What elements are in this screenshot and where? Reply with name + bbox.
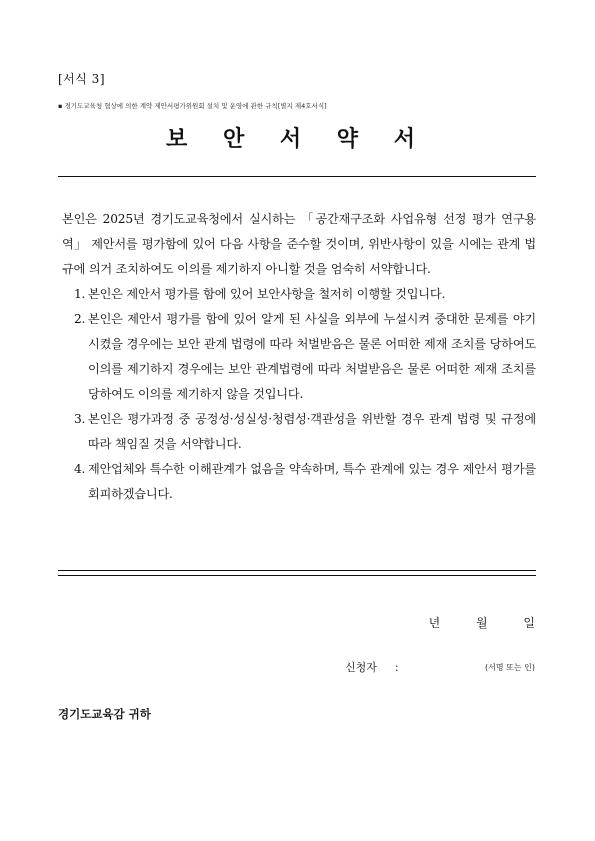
day-label: 일 (523, 616, 535, 630)
addressee: 경기도교육감 귀하 (58, 707, 151, 721)
pledge-item-number: 4. (74, 462, 86, 476)
pledge-item (62, 457, 536, 507)
date-line (411, 614, 535, 631)
double-divider (58, 570, 536, 576)
regulation-reference: ▪ 경기도교육청 협상에 의한 계약 제안서평가위원회 설치 및 운영에 관한 규칙[별지 제4호서식] (58, 102, 327, 110)
year-label: 년 (428, 616, 441, 630)
pledge-body (62, 207, 536, 507)
pledge-item-text: 제안업체와 특수한 이해관계가 없음을 약속하며, 특수 관계에 있는 경우 제안서 평가를 회피하겠습니다. (88, 462, 536, 501)
title-divider (58, 176, 536, 177)
pledge-item-number: 3. (74, 412, 86, 426)
pledge-item-number: 2. (74, 312, 86, 326)
pledge-list (62, 282, 536, 507)
signature-note: (서명 또는 인) (485, 663, 535, 672)
document-title: 보 안 서 약 서 (166, 127, 429, 152)
pledge-item-text: 본인은 제안서 평가를 함에 있어 알게 된 사실을 외부에 누설시켜 중대한 문제를 야기시켰을 경우에는 보안 관계 법령에 따라 처벌받음은 물론 어떠한 제재 조치를 당하여도 이의를 제기하지 경우에는 보안 관계법령에 따라 처벌받음은 물론 어떠한 제재 조치를 당하여도 이의를 제기하지 않을 것입니다. (88, 312, 536, 401)
pledge-item-text: 본인은 제안서 평가를 함에 있어 보안사항을 철저히 이행할 것입니다. (88, 287, 446, 301)
applicant-colon: : (394, 661, 399, 674)
applicant-line (345, 659, 399, 675)
applicant-label: 신청자 (345, 661, 377, 674)
pledge-item-number: 1. (74, 287, 86, 301)
pledge-item-text: 본인은 평가과정 중 공정성·성실성·청렴성·객관성을 위반할 경우 관계 법령 및 규정에 따라 책임질 것을 서약합니다. (88, 412, 536, 451)
pledge-item (62, 407, 536, 457)
form-number: [서식 3] (58, 72, 105, 86)
pledge-item (62, 307, 536, 407)
pledge-intro: 본인은 2025년 경기도교육청에서 실시하는 「공간재구조화 사업유형 선정 평가 연구용역」 제안서를 평가함에 있어 다음 사항을 준수할 것이며, 위반사항이 있을 시에는 관계 법규에 의거 조치하여도 이의를 제기하지 아니할 것을 엄숙히 서약합니다. (62, 212, 536, 276)
month-label: 월 (475, 616, 488, 630)
pledge-item (62, 282, 536, 307)
